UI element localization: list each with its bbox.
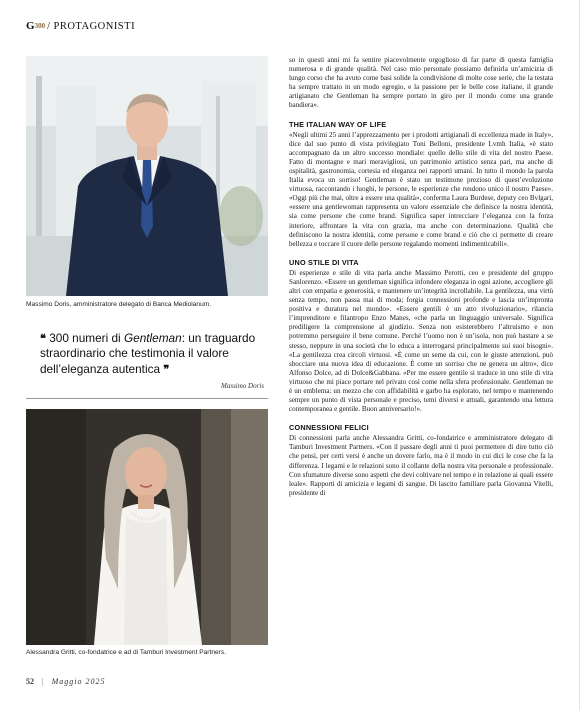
section-heading-stile-di-vita: UNO STILE DI VITA [289,257,359,267]
quote-author: Massimo Doris [221,382,264,390]
header-separator: / [47,21,51,32]
section-title: PROTAGONISTI [53,21,136,32]
issue-date: Maggio 2025 [51,677,106,686]
photo-caption-doris: Massimo Doris, amministratore delegato di Banca Mediolanum. [26,301,212,308]
photo-caption-gritti: Alessandra Gritti, co-fondatrice e ad di Tamburi Investment Partners. [26,649,226,656]
article-intro: so in questi anni mi fa sentire piacevolmente orgoglioso di far parte di questa famiglia numerosa e di grande qualità. Nel caso mio personale possiamo definirla un’amicizia di lungo corso che ha avuto come basi solide la condivisione di molte cose serie, che la testata ha sempre trattato in un modo egregio, e la passione per le belle cose italiane, il grande artigianato che Gentleman ha sempre portato in giro per il mondo come una grande bandiera». [289,56,553,110]
footer-separator: | [42,677,44,686]
logo-number: 300 [34,22,46,30]
photo-illustration-woman [26,409,268,645]
page-number: 52 [26,677,34,686]
portrait-photo-massimo-doris [26,56,268,296]
quote-text: ❝ 300 numeri di Gentleman: un traguardo straordinario che testimonia il valore dell’eleganza autentica ❞ [40,331,256,376]
quote-close-icon: ❞ [163,363,170,376]
magazine-logo: G300 [26,20,46,32]
photo-illustration-man [26,56,268,296]
left-column [26,56,268,657]
section-heading-italian-way: THE ITALIAN WAY OF LIFE [289,119,387,129]
section-text-stile-di-vita: Di esperienze e stile di vita parla anche Massimo Perotti, ceo e presidente del gruppo Sanlorenzo. «Essere un gentleman significa infondere eleganza in ogni azione, accogliere gli altri con empatia e generosità, e mantenere un’integrità incrollabile. La gentilezza, una virtù senza tempo, non passa mai di moda; forgia connessioni profonde e lascia un’impronta positiva e duratura nel mondo». «Essere gentili è un atto rivoluzionario», rilancia l’imprenditore e filantropo Enzo Manes, «che parla un linguaggio universale. Significa prediligere la comprensione al giudizio. Senza non esisterebbero l’altruismo e non potremmo perseguire il bene comune. Perché l’uomo non è un’isola, non può bastare a se stesso, neppure in una società che lo educa a interrogarsi principalmente sui suoi bisogni». «La gentilezza crea circoli virtuosi. «È come un seme da cui, con le giuste attenzioni, può sbocciare una nuova idea di educazione. È come un sorriso che ne genera un altro», dice Alfonso Dolce, ad di Dolce&Gabbana. «Per me essere gentile si traduce in uno stile di vita virtuoso che mi piace portare nel privato così come nella sfera professionale. Gentleman ne è un emblema: un mezzo che con affidabilità e garbo ha esplorato, nel tempo e mantenendo sempre un punto di vista personale e preciso, temi diversi e attuali, garantendo una lettura contemporanea e gentile. Buon anniversario!». [289,268,553,414]
section-text-italian-way: «Negli ultimi 25 anni l’apprezzamento per i prodotti artigianali di eccellenza made in Italy», dice dal suo punto di vista privilegiato Toni Belloni, presidente Lvmh Italia, «è stato accompagnato da un altro successo mondiale: quello dello stile di vita del nostro Paese. Fatto di montagne e mari meravigliosi, un patrimonio artistico senza pari, ma anche di ospitalità, gastronomia, cortesia ed eleganza nei rapporti umani. In tutto il mondo la parola Italia evoca un sorriso! Gentleman è stato un testimone prezioso di quest’evoluzione virtuosa, raccontando i luoghi, le persone, le esperienze che rendono unico il nostro Paese». «Oggi più che mai, oltre a essere una qualità», conferma Laura Burdese, deputy ceo Bvlgari, «essere una gentlewoman rappresenta un valore essenziale che definisce la nostra identità, sia come persone che come brand. Significa saper intrecciare l’eleganza con la forza interiore, affrontare la vita con grazia, ma anche con determinazione. Qualità che definiscono la nostra identità, come persone e come brand e ciò che ci permette di creare bellezza e toccare il cuore delle persone regalando momenti indimenticabili». [289,130,553,248]
page-header [26,20,135,36]
article-column [289,56,553,498]
portrait-photo-alessandra-gritti [26,409,268,645]
section-text-connessioni: Di connessioni parla anche Alessandra Gritti, co-fondatrice e amministratore delegato di Tamburi Investment Partners. «Con il passare degli anni ti puoi permettere di dire tutto ciò che pensi, per certi versi è anche un dovere farlo, ma è il modo in cui dici le cose che fa la differenza. I legami e le relazioni sono il collante della nostra vita personale e professionale. Con sfumature diverse sono aspetti che devi coltivare nel tempo e in relazione ai quali essere leale». Rapporti di amicizia e legami di sangue. Di lascito familiare parla Giovanna Vitelli, presidente di [289,434,553,497]
quote-open-icon: ❝ [40,333,46,345]
page-footer [26,677,106,686]
pull-quote [26,331,268,399]
section-heading-connessioni: CONNESSIONI FELICI [289,423,369,433]
